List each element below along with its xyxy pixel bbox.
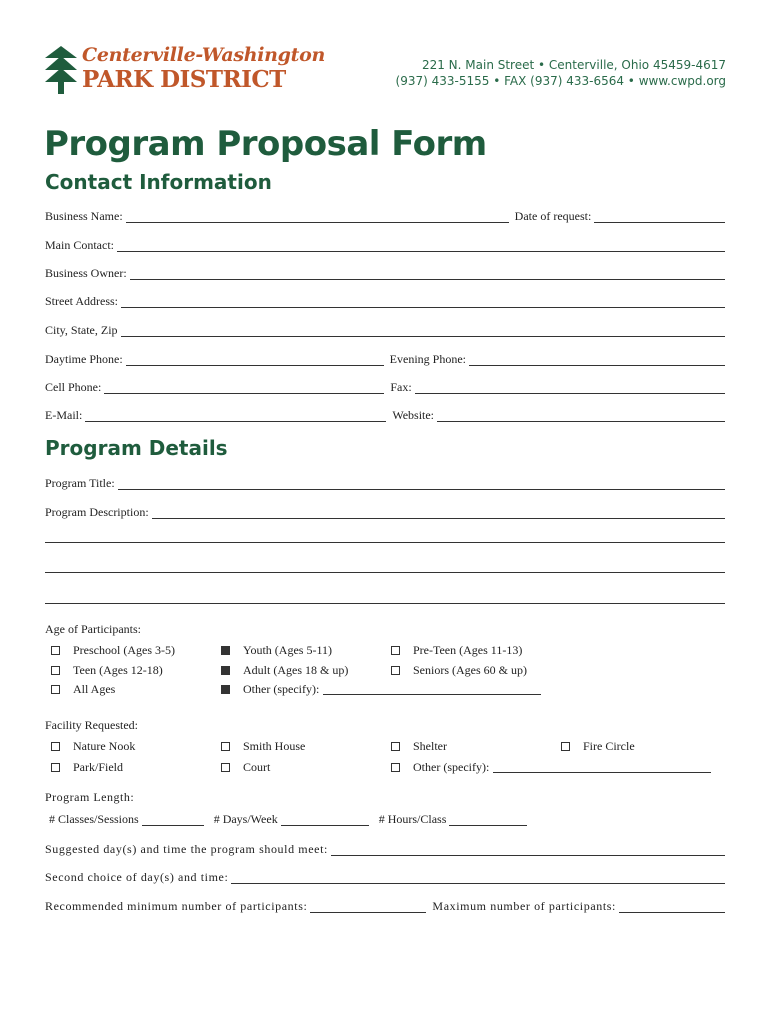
business-owner-label: Business Owner:	[45, 266, 127, 280]
hours-class-field[interactable]	[449, 814, 527, 826]
park-district-logo	[44, 44, 326, 96]
row-program-title	[45, 472, 725, 490]
suggested-days-label: Suggested day(s) and time the program should meet:	[45, 842, 328, 856]
row-city-state-zip	[45, 319, 725, 337]
facility-option[interactable]: Court	[221, 759, 270, 775]
age-option-other[interactable]: Other (specify):	[221, 681, 541, 697]
age-option[interactable]: Adult (Ages 18 & up)	[221, 662, 348, 678]
tree-logo-icon	[44, 46, 78, 94]
business-name-label: Business Name:	[45, 209, 123, 223]
age-option[interactable]: Seniors (Ages 60 & up)	[391, 662, 527, 678]
contact-line: (937) 433-5155 • FAX (937) 433-6564 • www.cwpd.org	[395, 74, 726, 88]
program-description-label: Program Description:	[45, 505, 149, 519]
description-line-4[interactable]	[45, 603, 725, 604]
date-of-request-label: Date of request:	[514, 209, 592, 223]
checkbox[interactable]	[221, 666, 230, 675]
age-option[interactable]: Teen (Ages 12-18)	[51, 662, 163, 678]
program-title-field[interactable]	[118, 478, 725, 490]
logo-line-2: PARK DISTRICT	[82, 66, 286, 93]
checkbox[interactable]	[221, 646, 230, 655]
row-phones	[45, 348, 725, 366]
checkbox[interactable]	[51, 646, 60, 655]
program-description-field[interactable]	[152, 507, 725, 519]
row-second-choice	[45, 866, 725, 884]
checkbox[interactable]	[391, 763, 400, 772]
description-line-3[interactable]	[45, 572, 725, 573]
min-participants-field[interactable]	[310, 901, 426, 913]
checkbox[interactable]	[391, 742, 400, 751]
age-other-field[interactable]	[323, 684, 541, 695]
city-state-zip-field[interactable]	[121, 325, 725, 337]
checkbox[interactable]	[51, 685, 60, 694]
checkbox[interactable]	[51, 742, 60, 751]
city-state-zip-label: City, State, Zip	[45, 323, 118, 337]
street-address-label: Street Address:	[45, 294, 118, 308]
facility-heading: Facility Requested:	[45, 718, 138, 732]
row-participants	[45, 895, 725, 913]
checkbox[interactable]	[51, 763, 60, 772]
cell-phone-field[interactable]	[104, 382, 384, 394]
website-field[interactable]	[437, 410, 725, 422]
date-of-request-field[interactable]	[594, 211, 725, 223]
business-name-field[interactable]	[126, 211, 509, 223]
email-label: E-Mail:	[45, 408, 83, 422]
checkbox[interactable]	[561, 742, 570, 751]
checkbox[interactable]	[51, 666, 60, 675]
description-line-2[interactable]	[45, 542, 725, 543]
evening-phone-field[interactable]	[469, 354, 725, 366]
hours-class-label: # Hours/Class	[378, 812, 447, 826]
row-program-description	[45, 501, 725, 519]
facility-option[interactable]: Shelter	[391, 738, 447, 754]
program-title-label: Program Title:	[45, 476, 115, 490]
max-participants-field[interactable]	[619, 901, 725, 913]
second-choice-label: Second choice of day(s) and time:	[45, 870, 229, 884]
cell-phone-label: Cell Phone:	[45, 380, 102, 394]
checkbox[interactable]	[221, 763, 230, 772]
checkbox[interactable]	[391, 646, 400, 655]
main-contact-field[interactable]	[117, 240, 725, 252]
program-heading: Program Details	[45, 436, 228, 460]
row-street-address	[45, 290, 725, 308]
classes-sessions-field[interactable]	[142, 814, 204, 826]
facility-option[interactable]: Nature Nook	[51, 738, 135, 754]
fax-label: Fax:	[390, 380, 412, 394]
days-week-field[interactable]	[281, 814, 369, 826]
facility-other-field[interactable]	[493, 762, 711, 773]
facility-option[interactable]: Smith House	[221, 738, 305, 754]
suggested-days-field[interactable]	[331, 844, 725, 856]
email-field[interactable]	[85, 410, 386, 422]
address-line: 221 N. Main Street • Centerville, Ohio 45459-4617	[421, 58, 726, 72]
facility-option[interactable]: Fire Circle	[561, 738, 635, 754]
checkbox[interactable]	[391, 666, 400, 675]
checkbox[interactable]	[221, 742, 230, 751]
age-option[interactable]: Youth (Ages 5-11)	[221, 642, 332, 658]
website-label: Website:	[392, 408, 435, 422]
daytime-phone-field[interactable]	[126, 354, 384, 366]
row-program-length	[49, 808, 549, 826]
facility-option-other[interactable]: Other (specify):	[391, 759, 711, 775]
row-business-owner	[45, 262, 725, 280]
business-owner-field[interactable]	[130, 268, 725, 280]
checkbox[interactable]	[221, 685, 230, 694]
street-address-field[interactable]	[121, 296, 725, 308]
row-main-contact	[45, 234, 725, 252]
days-week-label: # Days/Week	[213, 812, 278, 826]
evening-phone-label: Evening Phone:	[389, 352, 466, 366]
length-heading: Program Length:	[45, 790, 135, 804]
row-suggested-days	[45, 838, 725, 856]
age-heading: Age of Participants:	[45, 622, 141, 636]
facility-option[interactable]: Park/Field	[51, 759, 123, 775]
row-cell-fax	[45, 376, 725, 394]
daytime-phone-label: Daytime Phone:	[45, 352, 123, 366]
classes-sessions-label: # Classes/Sessions	[49, 812, 139, 826]
fax-field[interactable]	[415, 382, 725, 394]
second-choice-field[interactable]	[231, 872, 725, 884]
page-title: Program Proposal Form	[44, 124, 487, 164]
row-email-website	[45, 404, 725, 422]
age-option[interactable]: All Ages	[51, 681, 115, 697]
min-participants-label: Recommended minimum number of participants:	[45, 899, 308, 913]
logo-line-1: Centerville-Washington	[82, 44, 326, 66]
main-contact-label: Main Contact:	[45, 238, 114, 252]
contact-heading: Contact Information	[45, 170, 272, 194]
age-option[interactable]: Preschool (Ages 3-5)	[51, 642, 175, 658]
age-option[interactable]: Pre-Teen (Ages 11-13)	[391, 642, 522, 658]
row-business-name	[45, 205, 725, 223]
max-participants-label: Maximum number of participants:	[432, 899, 616, 913]
